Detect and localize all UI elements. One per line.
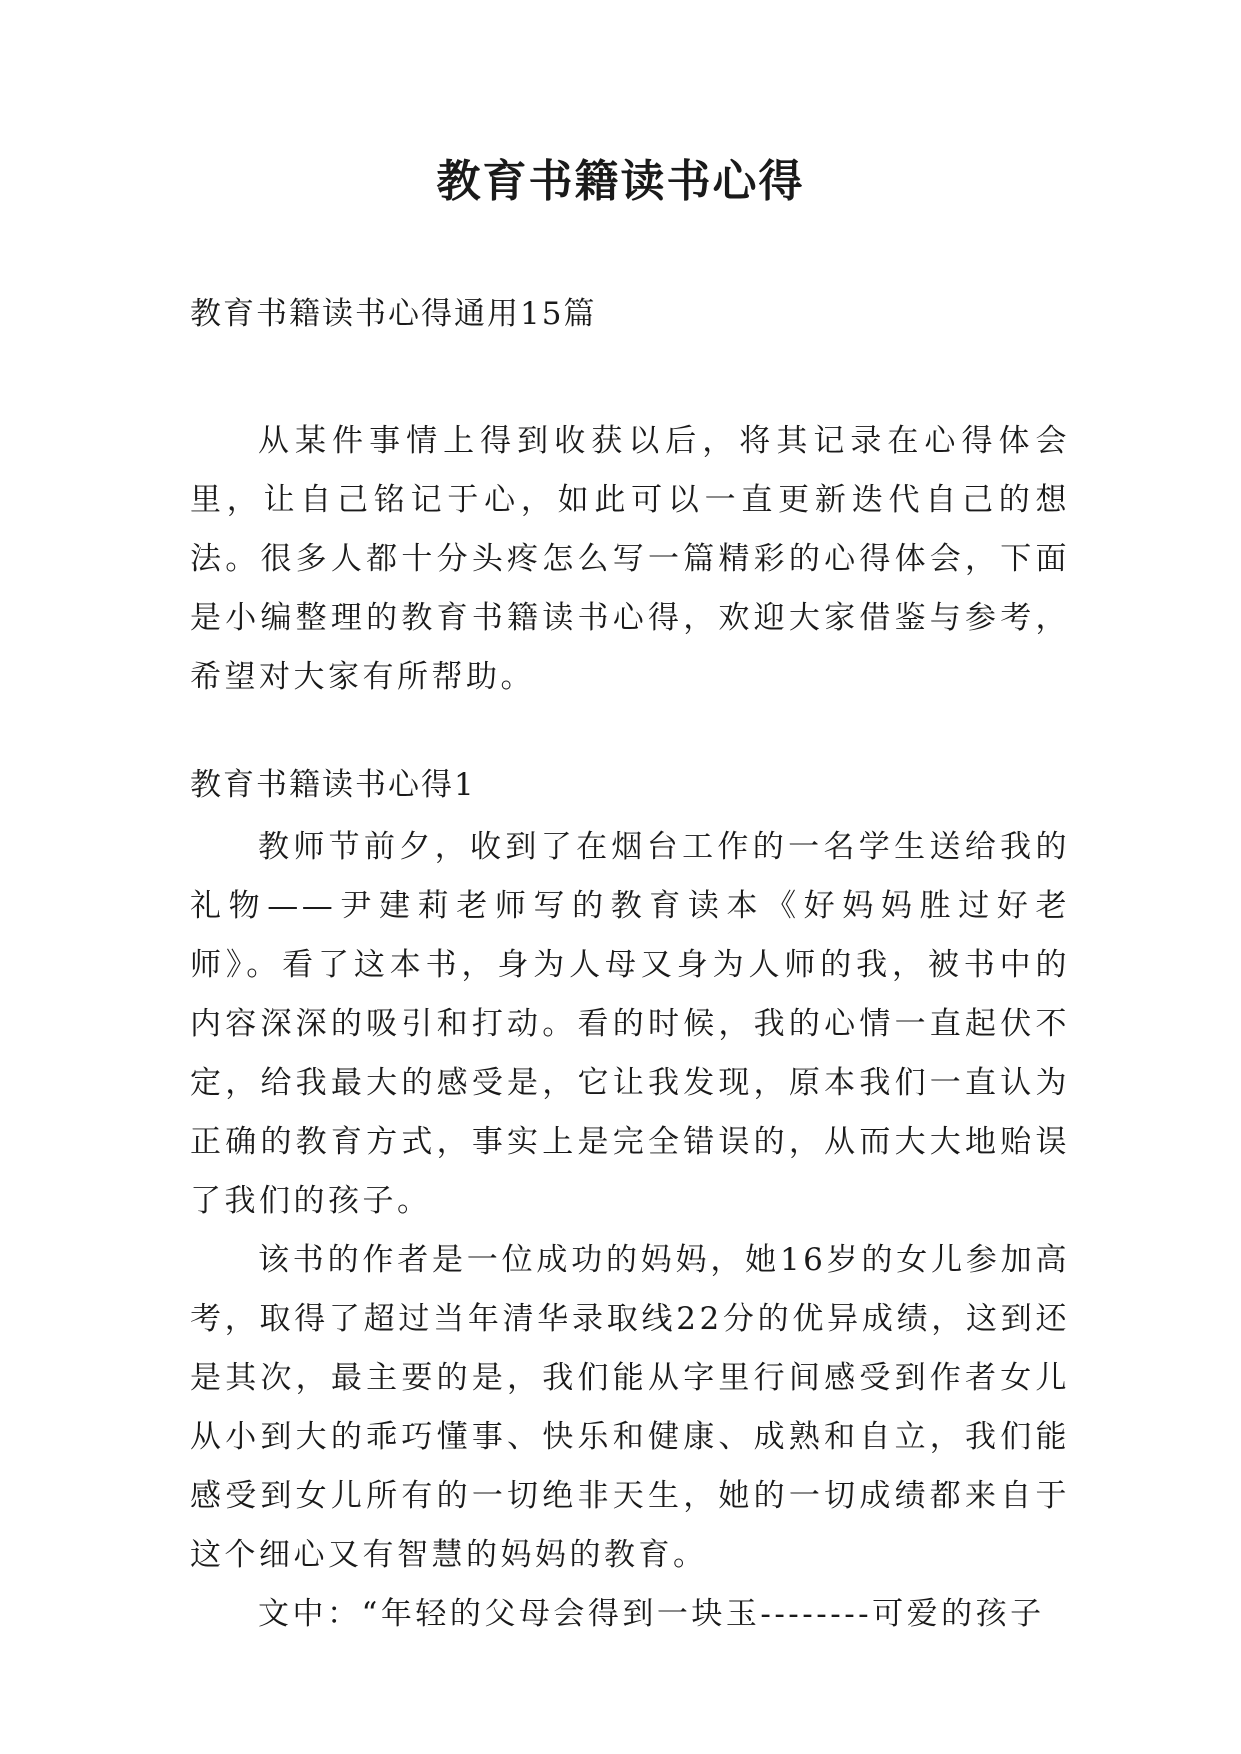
section-paragraph: 文中：“年轻的父母会得到一块玉--------可爱的孩子	[258, 1596, 1045, 1632]
section-heading: 教育书籍读书心得1	[190, 767, 476, 803]
document-subtitle: 教育书籍读书心得通用15篇	[190, 296, 597, 332]
section-body	[190, 818, 1070, 1644]
document-title: 教育书籍读书心得	[436, 156, 805, 207]
section-paragraph: 该书的作者是一位成功的妈妈，她16岁的女儿参加高考，取得了超过当年清华录取线22分的优异成绩，这到还是其次，最主要的是，我们能从字里行间感受到作者女儿从小到大的乖巧懂事、快乐和健康、成熟和自立，我们能感受到女儿所有的一切绝非天生，她的一切成绩都来自于这个细心又有智慧的妈妈的教育。	[190, 1242, 1070, 1573]
section-paragraph: 教师节前夕，收到了在烟台工作的一名学生送给我的礼物——尹建莉老师写的教育读本《好妈妈胜过好老师》。看了这本书，身为人母又身为人师的我，被书中的内容深深的吸引和打动。看的时候，我的心情一直起伏不定，给我最大的感受是，它让我发现，原本我们一直认为正确的教育方式，事实上是完全错误的，从而大大地贻误了我们的孩子。	[190, 829, 1070, 1219]
intro-paragraph: 从某件事情上得到收获以后，将其记录在心得体会里，让自己铭记于心，如此可以一直更新迭代自己的想法。很多人都十分头疼怎么写一篇精彩的心得体会，下面是小编整理的教育书籍读书心得，欢迎大家借鉴与参考，希望对大家有所帮助。	[190, 423, 1070, 695]
intro-block	[190, 412, 1070, 707]
